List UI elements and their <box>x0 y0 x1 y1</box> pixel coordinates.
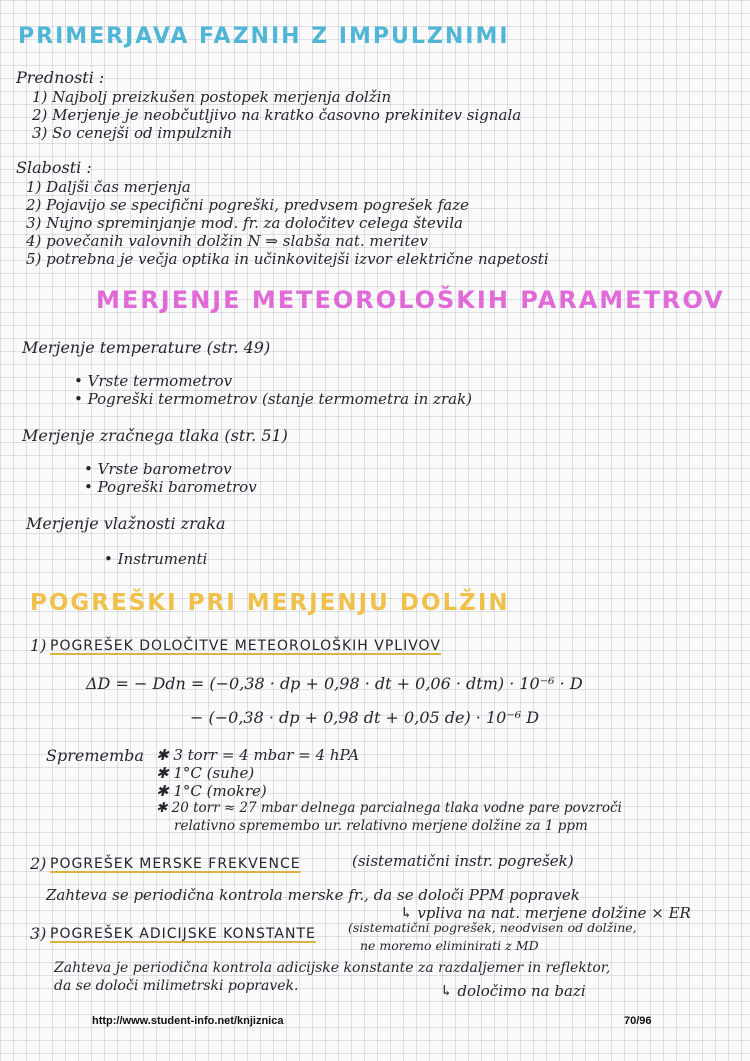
section-title-meteo: MERJENJE METEOROLOŠKIH PARAMETROV <box>96 286 725 314</box>
slabosti-item-3: 3) Nujno spreminjanje mod. fr. za določitev celega števila <box>26 214 463 232</box>
page-number: 70/96 <box>624 1015 652 1027</box>
pogresek-3-sub: ↳ določimo na bazi <box>440 982 586 1000</box>
pogresek-3-note-1: (sistematični pogrešek, neodvisen od dolžine, <box>348 920 637 935</box>
meteo-temp-heading: Merjenje temperature (str. 49) <box>22 338 271 357</box>
pogresek-3-text-1: Zahteva je periodična kontrola adicijske konstante za razdaljemer in reflektor, <box>54 960 611 976</box>
pogresek-1-title: POGREŠEK DOLOČITVE METEOROLOŠKIH VPLIVOV <box>50 638 441 654</box>
sprememba-label: Sprememba <box>46 746 144 765</box>
sprememba-item-5: relativno spremembo ur. relativno merjene dolžine za 1 ppm <box>174 818 588 834</box>
slabosti-item-1: 1) Daljši čas merjenja <box>26 178 191 196</box>
meteo-temp-item-2: • Pogreški termometrov (stanje termometra in zrak) <box>74 390 473 408</box>
meteo-vlaga-item-1: • Instrumenti <box>104 550 208 568</box>
sprememba-item-3: ✱ 1°C (mokre) <box>156 782 267 800</box>
slabosti-heading: Slabosti : <box>16 158 92 177</box>
pogresek-2-sub: ↳ vpliva na nat. merjene dolžine × ER <box>400 904 691 922</box>
equation-2: − (−0,38 · dp + 0,98 dt + 0,05 de) · 10⁻⁶ D <box>190 708 540 727</box>
prednosti-item-1: 1) Najbolj preizkušen postopek merjenja dolžin <box>32 88 392 106</box>
sprememba-item-4: ✱ 20 torr ≈ 27 mbar delnega parcialnega tlaka vodne pare povzroči <box>156 800 622 816</box>
pogresek-3-title: POGREŠEK ADICIJSKE KONSTANTE <box>50 926 316 942</box>
equation-1: ΔD = − Ddn = (−0,38 · dp + 0,98 · dt + 0,06 · dtm) · 10⁻⁶ · D <box>86 674 583 693</box>
section-title-comparison: PRIMERJAVA FAZNIH Z IMPULZNIMI <box>18 24 510 49</box>
section-title-errors: POGREŠKI PRI MERJENJU DOLŽIN <box>30 590 510 616</box>
meteo-temp-item-1: • Vrste termometrov <box>74 372 233 390</box>
meteo-tlak-item-1: • Vrste barometrov <box>84 460 232 478</box>
sprememba-item-2: ✱ 1°C (suhe) <box>156 764 255 782</box>
meteo-tlak-item-2: • Pogreški barometrov <box>84 478 257 496</box>
pogresek-2-note: (sistematični instr. pogrešek) <box>352 852 574 870</box>
slabosti-item-2: 2) Pojavijo se specifični pogreški, predvsem pogrešek faze <box>26 196 470 214</box>
pogresek-3-text-2: da se določi milimetrski popravek. <box>54 978 299 994</box>
meteo-vlaga-heading: Merjenje vlažnosti zraka <box>26 514 226 533</box>
pogresek-1-number: 1) <box>30 636 47 655</box>
prednosti-item-3: 3) So cenejši od impulznih <box>32 124 233 142</box>
meteo-tlak-heading: Merjenje zračnega tlaka (str. 51) <box>22 426 288 445</box>
slabosti-item-5: 5) potrebna je večja optika in učinkovitejši izvor električne napetosti <box>26 250 549 268</box>
pogresek-3-note-2: ne moremo eliminirati z MD <box>360 938 539 953</box>
pogresek-2-text: Zahteva se periodična kontrola merske fr., da se določi PPM popravek <box>46 886 580 904</box>
pogresek-2-title: POGREŠEK MERSKE FREKVENCE <box>50 856 301 872</box>
sprememba-item-1: ✱ 3 torr = 4 mbar = 4 hPA <box>156 746 360 764</box>
pogresek-3-number: 3) <box>30 924 47 943</box>
prednosti-heading: Prednosti : <box>16 68 105 87</box>
pogresek-2-number: 2) <box>30 854 47 873</box>
footer-url[interactable]: http://www.student-info.net/knjiznica <box>92 1015 284 1027</box>
slabosti-item-4: 4) povečanih valovnih dolžin N ⇒ slabša nat. meritev <box>26 232 428 250</box>
prednosti-item-2: 2) Merjenje je neobčutljivo na kratko časovno prekinitev signala <box>32 106 522 124</box>
